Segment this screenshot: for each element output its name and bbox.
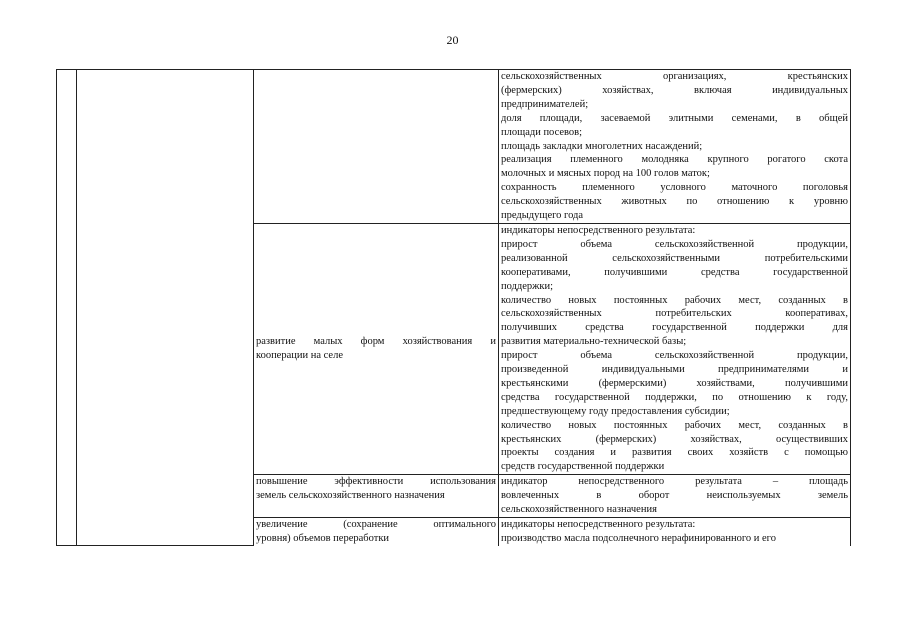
indicator-line: сельскохозяйственного назначения xyxy=(501,504,657,516)
indicator-line: сохранность племенного условного маточного поголовья xyxy=(501,182,848,194)
indicator-line: кооперативами, получившими средства государственной xyxy=(501,266,848,278)
indicators-cell xyxy=(499,475,851,518)
indicator-line: предпринимателей; xyxy=(501,98,589,110)
indicator-line: средств государственной поддержки xyxy=(501,461,665,473)
page-number: 20 xyxy=(446,33,459,47)
program-indicators-table xyxy=(56,69,851,546)
table-body xyxy=(57,70,851,546)
indicator-line: предыдущего года xyxy=(501,210,584,222)
indicator-line: (фермерских) хозяйствах, включая индивидуальных xyxy=(501,84,848,96)
indicator-line: поддержки; xyxy=(501,280,554,292)
goal-line: земель сельскохозяйственного назначения xyxy=(256,490,445,502)
indicator-line: получивших средства государственной поддержки для xyxy=(501,322,848,334)
indicator-line: вовлеченных в оборот неиспользуемых земель xyxy=(501,490,848,502)
indicator-line: количество новых постоянных рабочих мест, созданных в xyxy=(501,294,848,306)
indicator-line: производство масла подсолнечного нерафинированного и его xyxy=(501,532,776,544)
goal-line: повышение эффективности использования xyxy=(256,476,496,488)
indicator-line: индикаторы непосредственного результата: xyxy=(501,519,696,530)
indicator-line: индикатор непосредственного результата – площадь xyxy=(501,476,848,488)
indicator-line: крестьянскими (фермерскими) хозяйствами, получившими xyxy=(501,377,848,389)
indicator-line: количество новых постоянных рабочих мест, созданных в xyxy=(501,419,848,431)
indicator-line: доля площади, засеваемой элитными семенами, в общей xyxy=(501,112,848,124)
indicator-line: сельскохозяйственных потребительских кооперативах, xyxy=(501,308,848,320)
goal-cell xyxy=(254,70,499,224)
goal-line: увеличение (сохранение оптимального xyxy=(256,519,496,530)
indicator-line: прирост объема сельскохозяйственной продукции, xyxy=(501,238,848,250)
indicator-line: площади посевов; xyxy=(501,126,583,138)
indicator-line: сельскохозяйственных животных по отношению к уровню xyxy=(501,196,848,208)
goal-line: уровня) объемов переработки xyxy=(256,532,390,544)
indicator-line: произведенной индивидуальными предпринимателями и xyxy=(501,364,848,376)
indicator-line: крестьянских (фермерских) хозяйствах, осуществивших xyxy=(501,433,848,445)
indicator-line: индикаторы непосредственного результата: xyxy=(501,224,696,236)
goal-line: развитие малых форм хозяйствования и xyxy=(256,336,496,348)
section-cell xyxy=(77,70,254,546)
table-row xyxy=(57,70,851,224)
indicator-line: проекты создания и развития своих хозяйств с помощью xyxy=(501,447,848,459)
indicator-line: реализация племенного молодняка крупного рогатого скота xyxy=(501,154,848,166)
indicator-line: развития материально-технической базы; xyxy=(501,336,687,348)
goal-cell xyxy=(254,475,499,518)
indicator-line: площадь закладки многолетних насаждений; xyxy=(501,140,703,152)
indicators-cell xyxy=(499,223,851,474)
indicator-line: средства государственной поддержки, по отношению к году, xyxy=(501,391,848,403)
indicators-cell xyxy=(499,518,851,546)
goal-cell xyxy=(254,518,499,546)
goal-line: кооперации на селе xyxy=(256,350,343,362)
indicator-line: предшествующему году предоставления субсидии; xyxy=(501,405,730,417)
indicator-line: сельскохозяйственных организациях, крестьянских xyxy=(501,71,848,82)
goal-cell xyxy=(254,223,499,474)
indicator-line: реализованной сельскохозяйственными потребительскими xyxy=(501,252,848,264)
indicator-line: молочных и мясных пород на 100 голов маток; xyxy=(501,168,710,180)
indicator-line: прирост объема сельскохозяйственной продукции, xyxy=(501,350,848,362)
indicators-cell xyxy=(499,70,851,224)
number-cell xyxy=(57,70,77,546)
